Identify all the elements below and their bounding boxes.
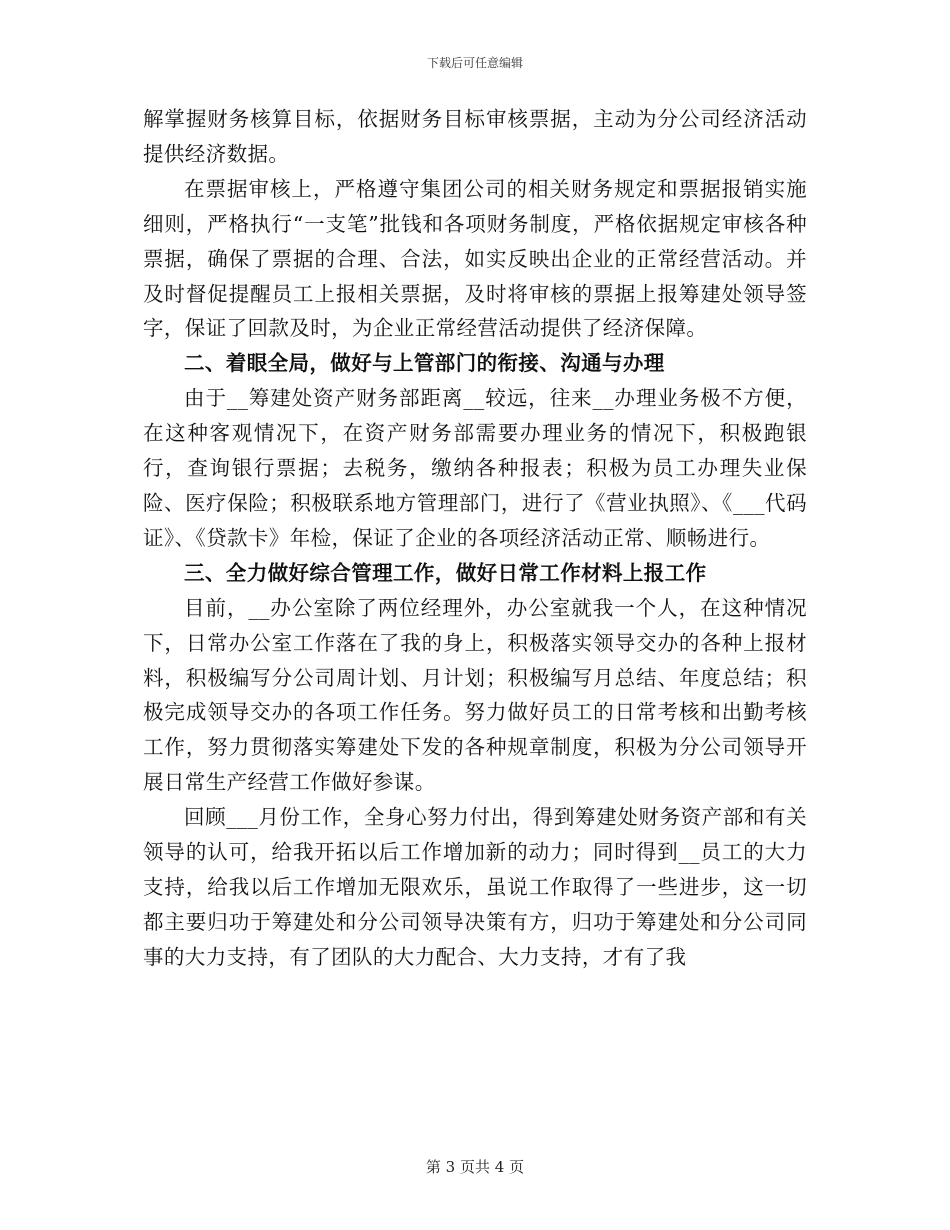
page-header: 下载后可任意编辑 bbox=[426, 56, 523, 70]
document-body bbox=[143, 102, 807, 975]
paragraph-4: 目前，__办公室除了两位经理外，办公室就我一个人，在这种情况下，日常办公室工作落在了我的身上，积极落实领导交办的各种上报材料，积极编写分公司周计划、月计划；积极编写月总结、年度总结；积极完成领导交办的各项工作任务。努力做好员工的日常考核和出勤考核工作，努力贯彻落实筹建处下发的各种规章制度，积极为分公司领导开展日常生产经营工作做好参谋。 bbox=[143, 595, 807, 795]
section-heading-3: 三、全力做好综合管理工作，做好日常工作材料上报工作 bbox=[184, 560, 707, 585]
paragraph-2: 在票据审核上，严格遵守集团公司的相关财务规定和票据报销实施细则，严格执行“一支笔”批钱和各项财务制度，严格依据规定审核各种票据，确保了票据的合理、合法，如实反映出企业的正常经营活动。并及时督促提醒员工上报相关票据，及时将审核的票据上报筹建处领导签字，保证了回款及时，为企业正常经营活动提供了经济保障。 bbox=[143, 176, 807, 341]
page-footer: 第 3 页共 4 页 bbox=[425, 1158, 525, 1176]
section-heading-2: 二、着眼全局，做好与上管部门的衔接、沟通与办理 bbox=[184, 351, 665, 376]
paragraph-5: 回顾___月份工作，全身心努力付出，得到筹建处财务资产部和有关领导的认可，给我开拓以后工作增加新的动力；同时得到__员工的大力支持，给我以后工作增加无限欢乐，虽说工作取得了一些进步，这一切都主要归功于筹建处和分公司领导决策有方，归功于筹建处和分公司同事的大力支持，有了团队的大力配合、大力支持，才有了我 bbox=[143, 805, 807, 969]
paragraph-1: 解掌握财务核算目标，依据财务目标审核票据，主动为分公司经济活动提供经济数据。 bbox=[143, 107, 807, 166]
paragraph-3: 由于__筹建处资产财务部距离__较远，往来__办理业务极不方便，在这种客观情况下，在资产财务部需要办理业务的情况下，积极跑银行，查询银行票据；去税务，缴纳各种报表；积极为员工办理失业保险、医疗保险；积极联系地方管理部门，进行了《营业执照》、《___代码证》、《贷款卡》年检，保证了企业的各项经济活动正常、顺畅进行。 bbox=[143, 386, 807, 550]
